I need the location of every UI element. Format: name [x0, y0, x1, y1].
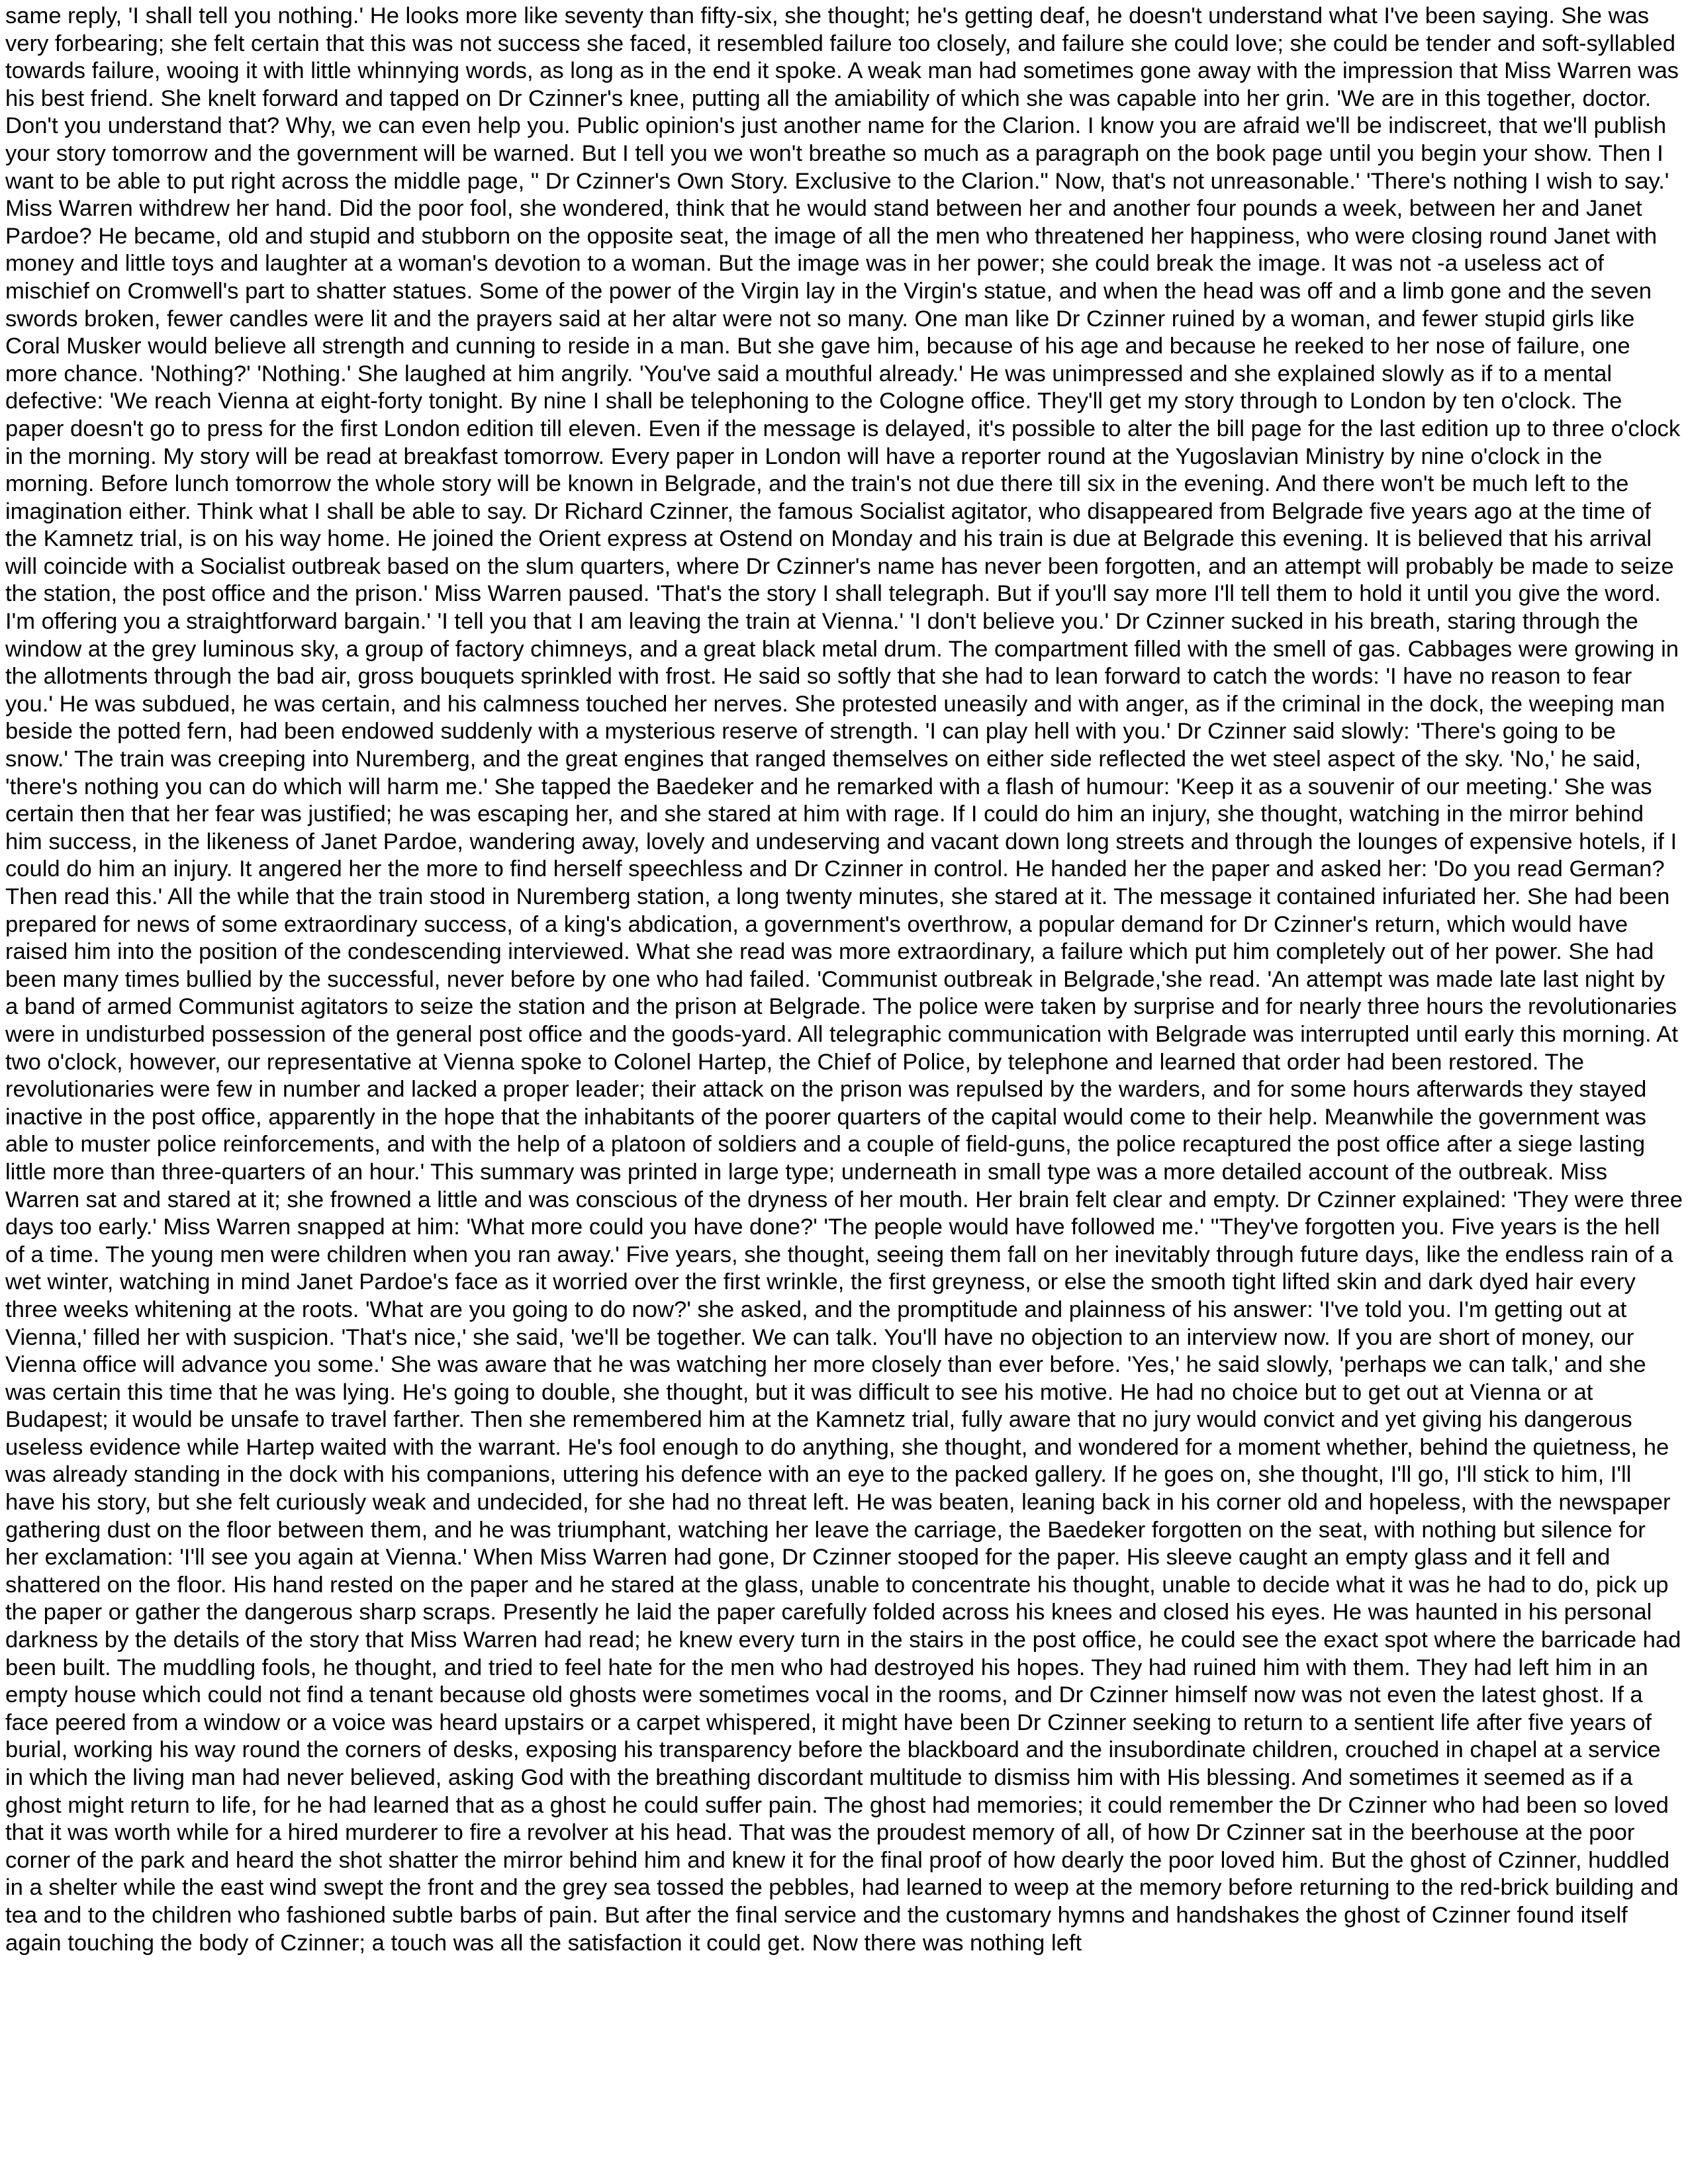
- body-text: same reply, 'I shall tell you nothing.' He looks more like seventy than fifty-six, she thought; he's getting deaf, he doesn't understand what I've been saying. She was very forbearing; she felt certain that this was not success she faced, it resembled failure too closely, and failure she could love; she could be tender and soft-syllabled towards failure, wooing it with little whinnying words, as long as in the end it spoke. A weak man had sometimes gone away with the impression that Miss Warren was his best friend. She knelt forward and tapped on Dr Czinner's knee, putting all the amiability of which she was capable into her grin. 'We are in this together, doctor. Don't you understand that? Why, we can even help you. Public opinion's just another name for the Clarion. I know you are afraid we'll be indiscreet, that we'll publish your story tomorrow and the government will be warned. But I tell you we won't breathe so much as a paragraph on the book page until you begin your show. Then I want to be able to put right across the middle page, " Dr Czinner's Own Story. Exclusive to the Clarion." Now, that's not unreasonable.' 'There's nothing I wish to say.' Miss Warren withdrew her hand. Did the poor fool, she wondered, think that he would stand between her and another four pounds a week, between her and Janet Pardoe? He became, old and stupid and stubborn on the opposite seat, the image of all the men who threatened her happiness, who were closing round Janet with money and little toys and laughter at a woman's devotion to a woman. But the image was in her power; she could break the image. It was not -a useless act of mischief on Cromwell's part to shatter statues. Some of the power of the Virgin lay in the Virgin's statue, and when the head was off and a limb gone and the seven swords broken, fewer candles were lit and the prayers said at her altar were not so many. One man like Dr Czinner ruined by a woman, and fewer stupid girls like Coral Musker would believe all strength and cunning to reside in a man. But she gave him, because of his age and because he reeked to her nose of failure, one more chance. 'Nothing?' 'Nothing.' She laughed at him angrily. 'You've said a mouthful already.' He was unimpressed and she explained slowly as if to a mental defective: 'We reach Vienna at eight-forty tonight. By nine I shall be telephoning to the Cologne office. They'll get my story through to London by ten o'clock. The paper doesn't go to press for the first London edition till eleven. Even if the message is delayed, it's possible to alter the bill page for the last edition up to three o'clock in the morning. My story will be read at breakfast tomorrow. Every paper in London will have a reporter round at the Yugoslavian Ministry by nine o'clock in the morning. Before lunch tomorrow the whole story will be known in Belgrade, and the train's not due there till six in the evening. And there won't be much left to the imagination either. Think what I shall be able to say. Dr Richard Czinner, the famous Socialist agitator, who disappeared from Belgrade five years ago at the time of the Kamnetz trial, is on his way home. He joined the Orient express at Ostend on Monday and his train is due at Belgrade this evening. It is believed that his arrival will coincide with a Socialist outbreak based on the slum quarters, where Dr Czinner's name has never been forgotten, and an attempt will probably be made to seize the station, the post office and the prison.' Miss Warren paused. 'That's the story I shall telegraph. But if you'll say more I'll tell them to hold it until you give the word. I'm offering you a straightforward bargain.' 'I tell you that I am leaving the train at Vienna.' 'I don't believe you.' Dr Czinner sucked in his breath, staring through the window at the grey luminous sky, a group of factory chimneys, and a great black metal drum. The compartment filled with the smell of gas. Cabbages were growing in the allotments through the bad air, gross bouquets sprinkled with frost. He said so softly that she had to lean forward to catch the words: 'I have no reason to fear you.' He was subdued, he was certain, and his calmness touched her nerves. She protested uneasily and with anger, as if the criminal in the dock, the weeping man beside the potted fern, had been endowed suddenly with a mysterious reserve of strength. 'I can play hell with you.' Dr Czinner said slowly: 'There's going to be snow.' The train was creeping into Nuremberg, and the great engines that ranged themselves on either side reflected the wet steel aspect of the sky. 'No,' he said, 'there's nothing you can do which will harm me.' She tapped the Baedeker and he remarked with a flash of humour: 'Keep it as a souvenir of our meeting.' She was certain then that her fear was justified; he was escaping her, and she stared at him with rage. If I could do him an injury, she thought, watching in the mirror behind him success, in the likeness of Janet Pardoe, wandering away, lovely and undeserving and vacant down long streets and through the lounges of expensive hotels, if I could do him an injury. It angered her the more to find herself speechless and Dr Czinner in control. He handed her the paper and asked her: 'Do you read German? Then read this.' All the while that the train stood in Nuremberg station, a long twenty minutes, she stared at it. The message it contained infuriated her. She had been prepared for news of some extraordinary success, of a king's abdication, a government's overthrow, a popular demand for Dr Czinner's return, which would have raised him into the position of the condescending interviewed. What she read was more extraordinary, a failure which put him completely out of her power. She had been many times bullied by the successful, never before by one who had failed. 'Communist outbreak in Belgrade,'she read. 'An attempt was made late last night by a band of armed Communist agitators to seize the station and the prison at Belgrade. The police were taken by surprise and for nearly three hours the revolutionaries were in undisturbed possession of the general post office and the goods-yard. All telegraphic communication with Belgrade was interrupted until early this morning. At two o'clock, however, our representative at Vienna spoke to Colonel Hartep, the Chief of Police, by telephone and learned that order had been restored. The revolutionaries were few in number and lacked a proper leader; their attack on the prison was repulsed by the warders, and for some hours afterwards they stayed inactive in the post office, apparently in the hope that the inhabitants of the poorer quarters of the capital would come to their help. Meanwhile the government was able to muster police reinforcements, and with the help of a platoon of soldiers and a couple of field-guns, the police recaptured the post office after a siege lasting little more than three-quarters of an hour.' This summary was printed in large type; underneath in small type was a more detailed account of the outbreak. Miss Warren sat and stared at it; she frowned a little and was conscious of the dryness of her mouth. Her brain felt clear and empty. Dr Czinner explained: 'They were three days too early.' Miss Warren snapped at him: 'What more could you have done?' 'The people would have followed me.' ''They've forgotten you. Five years is the hell of a time. The young men were children when you ran away.' Five years, she thought, seeing them fall on her inevitably through future days, like the endless rain of a wet winter, watching in mind Janet Pardoe's face as it worried over the first wrinkle, the first greyness, or else the smooth tight lifted skin and dark dyed hair every three weeks whitening at the roots. 'What are you going to do now?' she asked, and the promptitude and plainness of his answer: 'I've told you. I'm getting out at Vienna,' filled her with suspicion. 'That's nice,' she said, 'we'll be together. We can talk. You'll have no objection to an interview now. If you are short of money, our Vienna office will advance you some.' She was aware that he was watching her more closely than ever before. 'Yes,' he said slowly, 'perhaps we can talk,' and she was certain this time that he was lying. He's going to double, she thought, but it was difficult to see his motive. He had no choice but to get out at Vienna or at Budapest; it would be unsafe to travel farther. Then she remembered him at the Kamnetz trial, fully aware that no jury would convict and yet giving his dangerous useless evidence while Hartep waited with the warrant. He's fool enough to do anything, she thought, and wondered for a moment whether, behind the quietness, he was already standing in the dock with his companions, uttering his defence with an eye to the packed gallery. If he goes on, she thought, I'll go, I'll stick to him, I'll have his story, but she felt curiously weak and undecided, for she had no threat left. He was beaten, leaning back in his corner old and hopeless, with the newspaper gathering dust on the floor between them, and he was triumphant, watching her leave the carriage, the Baedeker forgotten on the seat, with nothing but silence for her exclamation: 'I'll see you again at Vienna.' When Miss Warren had gone, Dr Czinner stooped for the paper. His sleeve caught an empty glass and it fell and shattered on the floor. His hand rested on the paper and he stared at the glass, unable to concentrate his thought, unable to decide what it was he had to do, pick up the paper or gather the dangerous sharp scraps. Presently he laid the paper carefully folded across his knees and closed his eyes. He was haunted in his personal darkness by the details of the story that Miss Warren had read; he knew every turn in the stairs in the post office, he could see the exact spot where the barricade had been built. The muddling fools, he thought, and tried to feel hate for the men who had destroyed his hopes. They had ruined him with them. They had left him in an empty house which could not find a tenant because old ghosts were sometimes vocal in the rooms, and Dr Czinner himself now was not even the latest ghost. If a face peered from a window or a voice was heard upstairs or a carpet whispered, it might have been Dr Czinner seeking to return to a sentient life after five years of burial, working his way round the corners of desks, exposing his transparency before the blackboard and the insubordinate children, crouched in chapel at a service in which the living man had never believed, asking God with the breathing discordant multitude to dismiss him with His blessing. And sometimes it seemed as if a ghost might return to life, for he had learned that as a ghost he could suffer pain. The ghost had memories; it could remember the Dr Czinner who had been so loved that it was worth while for a hired murderer to fire a revolver at his head. That was the proudest memory of all, of how Dr Czinner sat in the beerhouse at the poor corner of the park and heard the shot shatter the mirror behind him and knew it for the final proof of how dearly the poor loved him. But the ghost of Czinner, huddled in a shelter while the east wind swept the front and the grey sea tossed the pebbles, had learned to weep at the memory before returning to the red-brick building and tea and to the children who fashioned subtle barbs of pain. But after the final service and the customary hymns and handshakes the ghost of Czinner found itself again touching the body of Czinner; a touch was all the satisfaction it could get. Now there was nothing left: [5, 3, 1683, 1956]
